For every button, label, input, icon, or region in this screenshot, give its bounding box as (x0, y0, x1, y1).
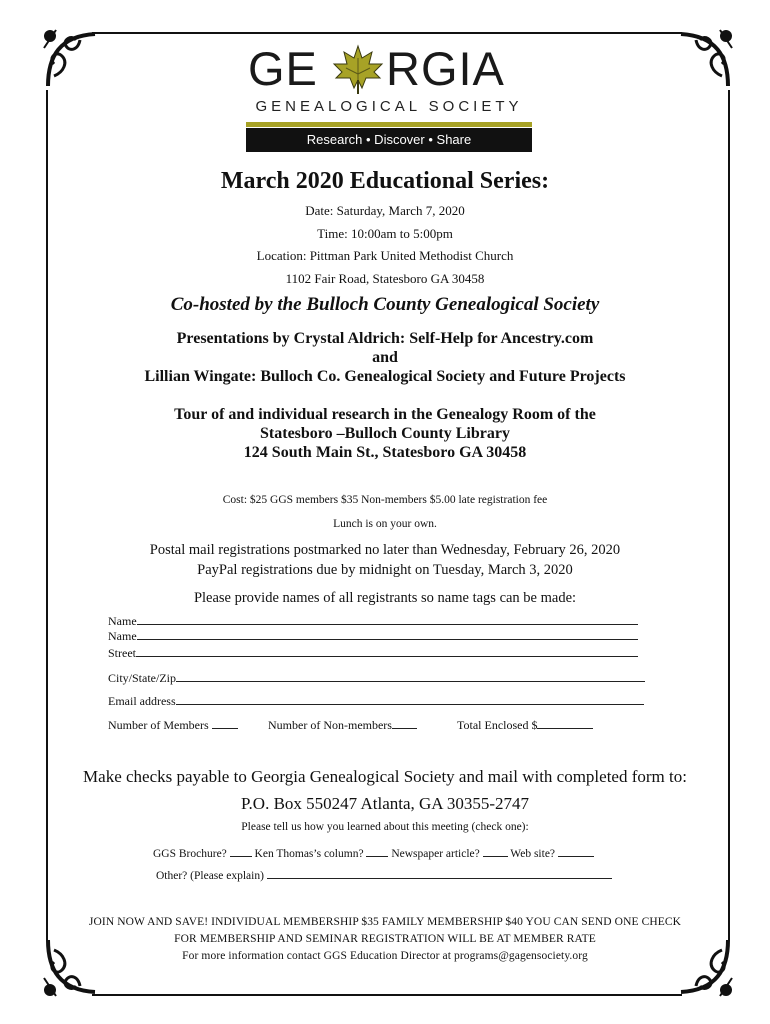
contact-info: For more information contact GGS Education Director at programs@gagensociety.org (182, 950, 588, 962)
logo-subtitle: GENEALOGICAL SOCIETY (255, 98, 523, 115)
members-label: Number of Members (108, 718, 209, 732)
event-address: 1102 Fair Road, Statesboro GA 30458 (285, 271, 485, 286)
ken-check[interactable] (366, 846, 388, 857)
corner-ornament-top-right (666, 26, 736, 96)
newspaper-check[interactable] (483, 846, 508, 857)
postal-deadline: Postal mail registrations postmarked no later than Wednesday, February 26, 2020 (149, 542, 621, 558)
option-newspaper: Newspaper article? (391, 848, 480, 860)
total-enclosed-field[interactable] (457, 718, 593, 733)
logo-word-right: RGIA (386, 42, 505, 95)
event-date: Date: Saturday, March 7, 2020 (305, 203, 465, 218)
option-brochure: GGS Brochure? (153, 848, 227, 860)
street-label: Street (108, 646, 136, 660)
nonmembers-count-field[interactable] (268, 718, 417, 733)
names-prompt: Please provide names of all registrants so name tags can be made: (193, 590, 577, 606)
border-bottom (92, 994, 682, 996)
learned-prompt: Please tell us how you learned about this meeting (check one): (241, 821, 529, 833)
option-ken-thomas: Ken Thomas’s column? (254, 848, 364, 860)
cost-line: Cost: $25 GGS members $35 Non-members $5.00 late registration fee (222, 494, 548, 506)
checks-payable: Make checks payable to Georgia Genealogical Society and mail with completed form to: (83, 767, 687, 786)
tour-line-2: Statesboro –Bulloch County Library (260, 425, 510, 442)
po-box: P.O. Box 550247 Atlanta, GA 30355-2747 (240, 794, 530, 813)
street-field[interactable] (108, 646, 638, 661)
event-title: March 2020 Educational Series: (220, 168, 550, 194)
lunch-line: Lunch is on your own. (333, 518, 437, 530)
name-field-1[interactable] (108, 614, 638, 629)
name-field-2[interactable] (108, 629, 638, 644)
ggs-logo (246, 44, 532, 154)
cohost-line: Co-hosted by the Bulloch County Genealogical Society (170, 294, 600, 315)
brochure-check[interactable] (230, 846, 252, 857)
corner-ornament-top-left (40, 26, 110, 96)
membership-offer-line-1: JOIN NOW AND SAVE! INDIVIDUAL MEMBERSHIP $35 FAMILY MEMBERSHIP $40 YOU CAN SEND ONE CHECK (88, 916, 682, 928)
email-field[interactable] (108, 694, 644, 709)
presentations-line-1: Presentations by Crystal Aldrich: Self-Help for Ancestry.com (176, 330, 594, 347)
logo-accent-bar (246, 122, 532, 127)
total-label: Total Enclosed $ (457, 718, 538, 732)
city-state-zip-field[interactable] (108, 671, 645, 686)
membership-offer-line-2: FOR MEMBERSHIP AND SEMINAR REGISTRATION WILL BE AT MEMBER RATE (174, 933, 596, 945)
maple-leaf-icon (332, 44, 384, 96)
email-label: Email address (108, 694, 176, 708)
other-explain-field[interactable] (156, 868, 612, 882)
border-top (92, 32, 682, 34)
tour-line-3: 124 South Main St., Statesboro GA 30458 (243, 444, 527, 461)
presentations-line-2: Lillian Wingate: Bulloch Co. Genealogical Society and Future Projects (144, 368, 626, 385)
option-web: Web site? (510, 848, 556, 860)
name-label-1: Name (108, 614, 137, 628)
option-other: Other? (Please explain) (156, 870, 264, 882)
paypal-deadline: PayPal registrations due by midnight on Tuesday, March 3, 2020 (197, 562, 573, 578)
web-check[interactable] (558, 846, 594, 857)
logo-word-left: GE (248, 42, 318, 95)
nonmembers-label: Number of Non-members (268, 718, 392, 732)
city-state-zip-label: City/State/Zip (108, 671, 176, 685)
presentations-and: and (372, 349, 398, 366)
event-location: Location: Pittman Park United Methodist Church (256, 248, 514, 263)
tour-line-1: Tour of and individual research in the Genealogy Room of the (174, 406, 596, 423)
learned-options (153, 846, 594, 860)
name-label-2: Name (108, 629, 137, 643)
logo-tagline: Research • Discover • Share (246, 128, 532, 152)
logo-wordmark (246, 42, 532, 95)
event-time: Time: 10:00am to 5:00pm (317, 226, 453, 241)
members-count-field[interactable] (108, 718, 238, 733)
